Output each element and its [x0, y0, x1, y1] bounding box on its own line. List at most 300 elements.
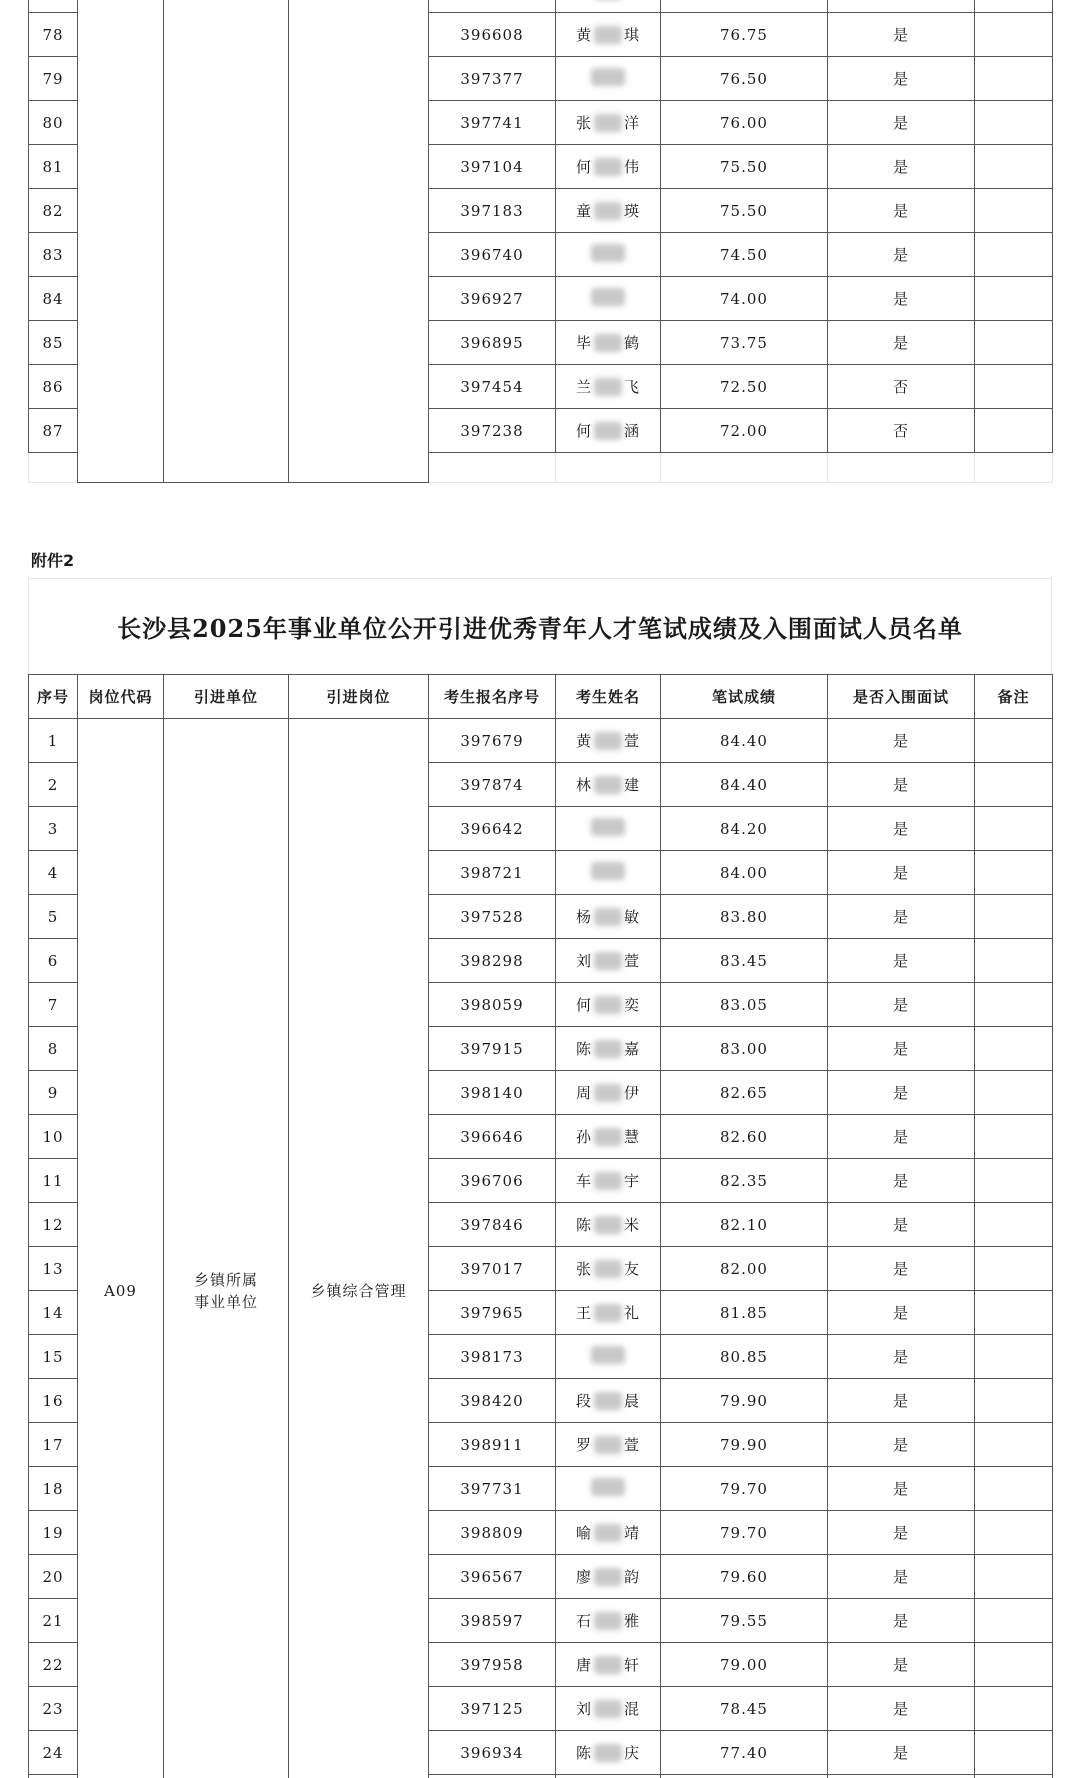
candidate-name [576, 1390, 640, 1411]
cell-score: 72.00 [661, 409, 828, 453]
name-first-char: 兰 [575, 378, 592, 396]
redacted-name-mask [594, 1392, 622, 1410]
name-first-char: 唐 [575, 1656, 592, 1674]
candidate-name [576, 994, 640, 1015]
cell-no: 19 [29, 1511, 78, 1555]
candidate-name [576, 1742, 640, 1763]
cell-post-code: A09 [78, 719, 164, 1778]
name-last-char: 建 [624, 776, 641, 794]
redacted-name-mask [591, 288, 625, 306]
candidate-name [576, 950, 640, 971]
cell-reg: 397377 [429, 57, 556, 101]
cell-name [556, 1555, 661, 1599]
cell-name [556, 57, 661, 101]
cell-reg: 396642 [429, 807, 556, 851]
cell-reg: 398911 [429, 1423, 556, 1467]
cell-no: 17 [29, 1423, 78, 1467]
cell-name [556, 763, 661, 807]
cell-reg: 398420 [429, 1379, 556, 1423]
cell-score: 76.75 [661, 13, 828, 57]
redacted-name-mask [594, 114, 622, 132]
cell-no: 4 [29, 851, 78, 895]
cell-no: 79 [29, 57, 78, 101]
cell-no: 15 [29, 1335, 78, 1379]
cell-reg: 397846 [429, 1203, 556, 1247]
cell-reg: 397965 [429, 1291, 556, 1335]
cell-name [556, 1291, 661, 1335]
name-first-char: 罗 [575, 1436, 592, 1454]
cell-note [975, 763, 1053, 807]
cell-note [975, 851, 1053, 895]
candidate-name [591, 1478, 625, 1496]
candidate-name [591, 244, 625, 262]
cell-unit [164, 719, 289, 1778]
name-first-char: 孙 [575, 1128, 592, 1146]
header-pass: 是否入围面试 [828, 675, 975, 719]
name-first-char: 车 [575, 1172, 592, 1190]
name-first-char: 喻 [575, 1524, 592, 1542]
cell-score: 79.60 [661, 1555, 828, 1599]
name-first-char [576, 0, 592, 1]
name-last-char: 瑛 [624, 202, 641, 220]
cell-pass: 是 [828, 939, 975, 983]
name-last-char: 庆 [624, 1744, 641, 1762]
cell-pass: 是 [828, 145, 975, 189]
cell-score: 83.05 [661, 983, 828, 1027]
cell-name [556, 1335, 661, 1379]
candidate-name [576, 1126, 640, 1147]
cell-pass: 是 [828, 851, 975, 895]
name-last-char: 晨 [624, 1392, 641, 1410]
candidate-name [576, 420, 640, 441]
cell-no: 80 [29, 101, 78, 145]
cell-reg: 397238 [429, 409, 556, 453]
cell-pass: 是 [828, 57, 975, 101]
name-first-char: 何 [575, 158, 592, 176]
cell-note [975, 719, 1053, 763]
name-first-char: 林 [575, 776, 592, 794]
name-first-char: 刘 [575, 1700, 592, 1718]
name-last-char: 轩 [624, 1656, 641, 1674]
redacted-name-mask [594, 1744, 622, 1762]
cell-name [556, 1379, 661, 1423]
name-last-char: 慧 [624, 1128, 641, 1146]
cell-score: 84.40 [661, 763, 828, 807]
redacted-name-mask [594, 908, 622, 926]
name-first-char: 王 [575, 1304, 592, 1322]
cell-note [975, 1423, 1053, 1467]
cell-name [556, 1775, 661, 1778]
cell-note [975, 1027, 1053, 1071]
cell-no: 11 [29, 1159, 78, 1203]
cell-score: 82.10 [661, 1203, 828, 1247]
cell-no: 10 [29, 1115, 78, 1159]
cell-note [975, 895, 1053, 939]
cell-name [556, 1731, 661, 1775]
cell-no: 81 [29, 145, 78, 189]
cell-no: 1 [29, 719, 78, 763]
cell-note [975, 807, 1053, 851]
redacted-name-mask [594, 1128, 622, 1146]
cell-note [975, 1599, 1053, 1643]
cell-note [975, 233, 1053, 277]
cell-reg: 397183 [429, 189, 556, 233]
name-first-char: 杨 [575, 908, 592, 926]
cell-no: 23 [29, 1687, 78, 1731]
cell-pass [828, 1775, 975, 1778]
cell-pass: 是 [828, 895, 975, 939]
candidate-name [576, 1214, 640, 1235]
candidate-name [576, 1434, 640, 1455]
cell-note [975, 1643, 1053, 1687]
page-title: 长沙县2025年事业单位公开引进优秀青年人才笔试成绩及入围面试人员名单 [117, 614, 963, 643]
candidate-name [576, 1038, 640, 1059]
cell-name [556, 851, 661, 895]
cell-no: 84 [29, 277, 78, 321]
cell-reg: 398809 [429, 1511, 556, 1555]
name-last-char [624, 0, 640, 1]
redacted-name-mask [594, 1260, 622, 1278]
cell-note [975, 983, 1053, 1027]
cell-score: 79.55 [661, 1599, 828, 1643]
cell-no: 14 [29, 1291, 78, 1335]
redacted-name-mask [594, 422, 622, 440]
cell-score: 72.50 [661, 365, 828, 409]
name-first-char: 童 [575, 202, 592, 220]
name-last-char: 洋 [624, 114, 641, 132]
cell-reg: 396608 [429, 13, 556, 57]
cell-reg [429, 1775, 556, 1778]
cell-pass: 是 [828, 1027, 975, 1071]
redacted-name-mask [594, 26, 622, 44]
name-last-char: 雅 [624, 1612, 641, 1630]
cell-reg: 397454 [429, 365, 556, 409]
header-position: 引进岗位 [289, 675, 429, 719]
spacer-cell [661, 453, 828, 483]
name-first-char: 陈 [575, 1216, 592, 1234]
candidate-name [576, 774, 640, 795]
cell-reg: 396740 [429, 233, 556, 277]
candidate-name [591, 288, 625, 306]
redacted-name-mask [594, 1216, 622, 1234]
unit-line-1: 乡镇所属 [193, 1270, 258, 1289]
cell-note [975, 1687, 1053, 1731]
results-table [28, 674, 1053, 1778]
redacted-name-mask [594, 1040, 622, 1058]
table-header-row [29, 675, 1053, 719]
cell-reg: 397017 [429, 1247, 556, 1291]
cell-reg: 396567 [429, 1555, 556, 1599]
spacer-cell [828, 453, 975, 483]
cell-reg: 398721 [429, 851, 556, 895]
cell-score: 79.70 [661, 1467, 828, 1511]
name-last-char: 鹤 [624, 334, 641, 352]
redacted-name-mask [594, 1172, 622, 1190]
redacted-name-mask [594, 334, 622, 352]
redacted-name-mask [591, 68, 625, 86]
spacer-cell [556, 453, 661, 483]
cell-pass: 是 [828, 1467, 975, 1511]
name-last-char: 宇 [624, 1172, 641, 1190]
name-last-char: 韵 [624, 1568, 641, 1586]
cell-pass: 是 [828, 189, 975, 233]
cell-score [661, 1775, 828, 1778]
candidate-name [576, 1082, 640, 1103]
cell-score: 79.90 [661, 1423, 828, 1467]
cell-no: 3 [29, 807, 78, 851]
cell-note [975, 1115, 1053, 1159]
name-last-char: 伟 [624, 158, 641, 176]
cell-note [975, 939, 1053, 983]
cell-score: 80.85 [661, 1335, 828, 1379]
cell-note [975, 1335, 1053, 1379]
cell-score: 81.85 [661, 1291, 828, 1335]
cell-note [975, 1203, 1053, 1247]
cell-note [975, 1247, 1053, 1291]
unit-line-2: 事业单位 [193, 1292, 258, 1311]
candidate-name [576, 1654, 640, 1675]
cell-no: 13 [29, 1247, 78, 1291]
cell-reg: 397125 [429, 1687, 556, 1731]
redacted-name-mask [594, 1436, 622, 1454]
redacted-name-mask [591, 1346, 625, 1364]
cell-no: 24 [29, 1731, 78, 1775]
redacted-name-mask [594, 1524, 622, 1542]
cell-pass: 是 [828, 233, 975, 277]
redacted-name-mask [594, 1700, 622, 1718]
cell-name [556, 1203, 661, 1247]
cell-reg: 396927 [429, 277, 556, 321]
name-last-char: 米 [624, 1216, 641, 1234]
cell-no: 86 [29, 365, 78, 409]
cell-note [975, 409, 1053, 453]
candidate-name [576, 1698, 640, 1719]
cell-name [556, 145, 661, 189]
cell-score: 79.00 [661, 1643, 828, 1687]
cell-reg: 398059 [429, 983, 556, 1027]
cell-name [556, 983, 661, 1027]
cell-score: 78.45 [661, 1687, 828, 1731]
cell-note [975, 321, 1053, 365]
cell-score: 84.00 [661, 851, 828, 895]
cell-pass: 是 [828, 1423, 975, 1467]
cell-score: 76.50 [661, 57, 828, 101]
redacted-name-mask [591, 244, 625, 262]
cell-score: 75.50 [661, 189, 828, 233]
cell-pass: 是 [828, 1335, 975, 1379]
cell-pass: 是 [828, 1203, 975, 1247]
cell-pass: 是 [828, 1159, 975, 1203]
cell-reg: 397874 [429, 763, 556, 807]
cell-score: 74.50 [661, 233, 828, 277]
cell-pass: 是 [828, 1599, 975, 1643]
cell-pass [828, 0, 975, 13]
cell-score [661, 0, 828, 13]
redacted-name-mask [594, 158, 622, 176]
name-last-char: 奕 [624, 996, 641, 1014]
name-first-char: 石 [575, 1612, 592, 1630]
name-last-char: 靖 [624, 1524, 641, 1542]
candidate-name [576, 1170, 640, 1191]
redacted-name-mask [594, 732, 622, 750]
cell-pass: 是 [828, 1291, 975, 1335]
cell-no: 7 [29, 983, 78, 1027]
candidate-name [576, 24, 640, 45]
cell-reg: 397741 [429, 101, 556, 145]
name-first-char: 毕 [575, 334, 592, 352]
cell-name [556, 101, 661, 145]
cell-note [975, 277, 1053, 321]
name-first-char: 周 [575, 1084, 592, 1102]
cell-reg: 398173 [429, 1335, 556, 1379]
redacted-name-mask [594, 1568, 622, 1586]
cell-note [975, 0, 1053, 13]
name-last-char: 友 [624, 1260, 641, 1278]
cell-reg: 398298 [429, 939, 556, 983]
cell-pass: 否 [828, 409, 975, 453]
header-no: 序号 [29, 675, 78, 719]
cell-pass: 是 [828, 1071, 975, 1115]
cell-post-code [78, 0, 164, 483]
name-last-char: 伊 [624, 1084, 641, 1102]
cell-no: 8 [29, 1027, 78, 1071]
cell-no: 18 [29, 1467, 78, 1511]
candidate-name [576, 906, 640, 927]
candidate-name [591, 818, 625, 836]
cell-pass: 是 [828, 763, 975, 807]
cell-name [556, 1071, 661, 1115]
redacted-name-mask [594, 952, 622, 970]
redacted-name-mask [591, 862, 625, 880]
candidate-name [576, 1258, 640, 1279]
cell-pass: 是 [828, 101, 975, 145]
name-first-char: 刘 [575, 952, 592, 970]
header-note: 备注 [975, 675, 1053, 719]
name-first-char: 陈 [575, 1040, 592, 1058]
cell-score: 75.50 [661, 145, 828, 189]
cell-score: 82.60 [661, 1115, 828, 1159]
name-last-char: 礼 [624, 1304, 641, 1322]
cell-reg: 396646 [429, 1115, 556, 1159]
cell-name [556, 807, 661, 851]
cell-reg: 396895 [429, 321, 556, 365]
candidate-name [576, 1302, 640, 1323]
cell-no: 21 [29, 1599, 78, 1643]
cell-note [975, 101, 1053, 145]
cell-score: 82.35 [661, 1159, 828, 1203]
cell-name [556, 719, 661, 763]
redacted-name-mask [594, 1084, 622, 1102]
table-row [29, 719, 1053, 763]
cell-pass: 否 [828, 365, 975, 409]
cell-name [556, 1643, 661, 1687]
cell-score: 82.65 [661, 1071, 828, 1115]
name-first-char: 何 [575, 422, 592, 440]
previous-page-table [28, 0, 1053, 483]
cell-note [975, 13, 1053, 57]
cell-name [556, 0, 661, 13]
header-reg: 考生报名序号 [429, 675, 556, 719]
cell-score: 74.00 [661, 277, 828, 321]
cell-score: 79.70 [661, 1511, 828, 1555]
title-box [28, 578, 1052, 674]
cell-score: 84.20 [661, 807, 828, 851]
candidate-name [576, 112, 640, 133]
cell-name [556, 409, 661, 453]
cell-note [975, 1291, 1053, 1335]
cell-name [556, 277, 661, 321]
candidate-name [576, 376, 640, 397]
name-last-char: 涵 [624, 422, 641, 440]
cell-pass: 是 [828, 1115, 975, 1159]
candidate-name [576, 1522, 640, 1543]
name-first-char: 段 [575, 1392, 592, 1410]
cell-pass: 是 [828, 1643, 975, 1687]
cell-reg: 398140 [429, 1071, 556, 1115]
cell-note [975, 1555, 1053, 1599]
cell-score: 83.45 [661, 939, 828, 983]
cell-note [975, 145, 1053, 189]
cell-name [556, 189, 661, 233]
spacer-cell [29, 453, 78, 483]
cell-pass: 是 [828, 1379, 975, 1423]
redacted-name-mask [594, 776, 622, 794]
spacer-cell [975, 453, 1053, 483]
name-first-char: 张 [575, 114, 592, 132]
cell-pass: 是 [828, 1687, 975, 1731]
redacted-name-mask [594, 1304, 622, 1322]
cell-score: 77.40 [661, 1731, 828, 1775]
cell-name [556, 1687, 661, 1731]
cell-note [975, 1071, 1053, 1115]
name-first-char: 何 [575, 996, 592, 1014]
cell-score: 84.40 [661, 719, 828, 763]
name-last-char: 萱 [624, 952, 641, 970]
cell-no: 82 [29, 189, 78, 233]
name-last-char: 飞 [624, 378, 641, 396]
cell-reg: 397731 [429, 1467, 556, 1511]
cell-name [556, 1027, 661, 1071]
name-first-char: 黄 [575, 732, 592, 750]
cell-pass: 是 [828, 1247, 975, 1291]
name-last-char: 混 [624, 1700, 641, 1718]
name-last-char: 琪 [624, 26, 641, 44]
cell-note [975, 189, 1053, 233]
cell-note [975, 365, 1053, 409]
cell-score: 79.90 [661, 1379, 828, 1423]
redacted-name-mask [594, 1612, 622, 1630]
name-last-char: 萱 [624, 732, 641, 750]
candidate-name [576, 1610, 640, 1631]
cell-reg: 396934 [429, 1731, 556, 1775]
cell-no: 9 [29, 1071, 78, 1115]
name-first-char: 陈 [575, 1744, 592, 1762]
name-last-char: 嘉 [624, 1040, 641, 1058]
cell-position: 乡镇综合管理 [289, 719, 429, 1778]
cell-reg [429, 0, 556, 13]
attachment-label: 附件2 [31, 551, 75, 570]
cell-reg: 397679 [429, 719, 556, 763]
cell-reg: 397915 [429, 1027, 556, 1071]
cell-unit [164, 0, 289, 483]
cell-reg: 397958 [429, 1643, 556, 1687]
cell-note [975, 1775, 1053, 1778]
candidate-name [576, 200, 640, 221]
redacted-name-mask [594, 378, 622, 396]
candidate-name [576, 156, 640, 177]
cell-no: 78 [29, 13, 78, 57]
name-first-char: 黄 [575, 26, 592, 44]
